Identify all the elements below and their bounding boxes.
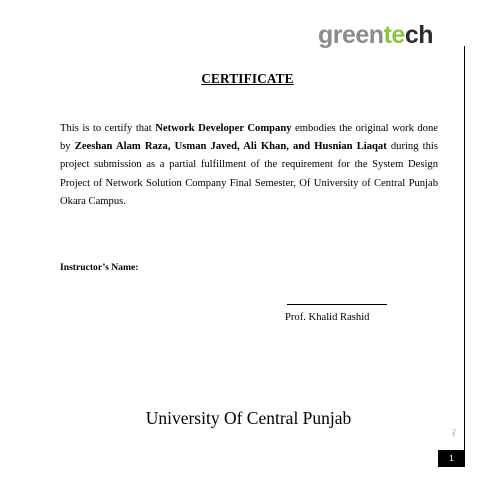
body-text-2: embodies the original work done by bbox=[60, 123, 438, 153]
body-text-1: This is to certify that bbox=[60, 123, 156, 134]
certificate-title: CERTIFICATE bbox=[201, 71, 294, 86]
greentech-logo bbox=[318, 18, 433, 52]
logo-text-green: green bbox=[318, 21, 384, 49]
signature-line bbox=[287, 304, 387, 305]
university-name: University Of Central Punjab bbox=[145, 408, 352, 428]
page-border-rule bbox=[464, 46, 465, 450]
student-names: Zeeshan Alam Raza, Usman Javed, Ali Khan, and Husnian Liaqat bbox=[74, 141, 387, 153]
logo-text-ch: ch bbox=[404, 21, 434, 49]
page-side-label: Page bbox=[452, 429, 457, 437]
certificate-body bbox=[60, 120, 438, 211]
instructor-name: Prof. Khalid Rashid bbox=[285, 312, 370, 323]
logo-text-te: te bbox=[383, 21, 405, 49]
company-name: Network Developer Company bbox=[155, 123, 292, 134]
body-text-3: during this project submission as a partial fulfillment of the requirement for the System Design Project of Network Solution Company Final Semester, Of University of Central Punjab Okara Campus. bbox=[60, 141, 438, 207]
instructor-label: Instructor’s Name: bbox=[60, 262, 139, 273]
page-number: 1 bbox=[438, 450, 465, 467]
